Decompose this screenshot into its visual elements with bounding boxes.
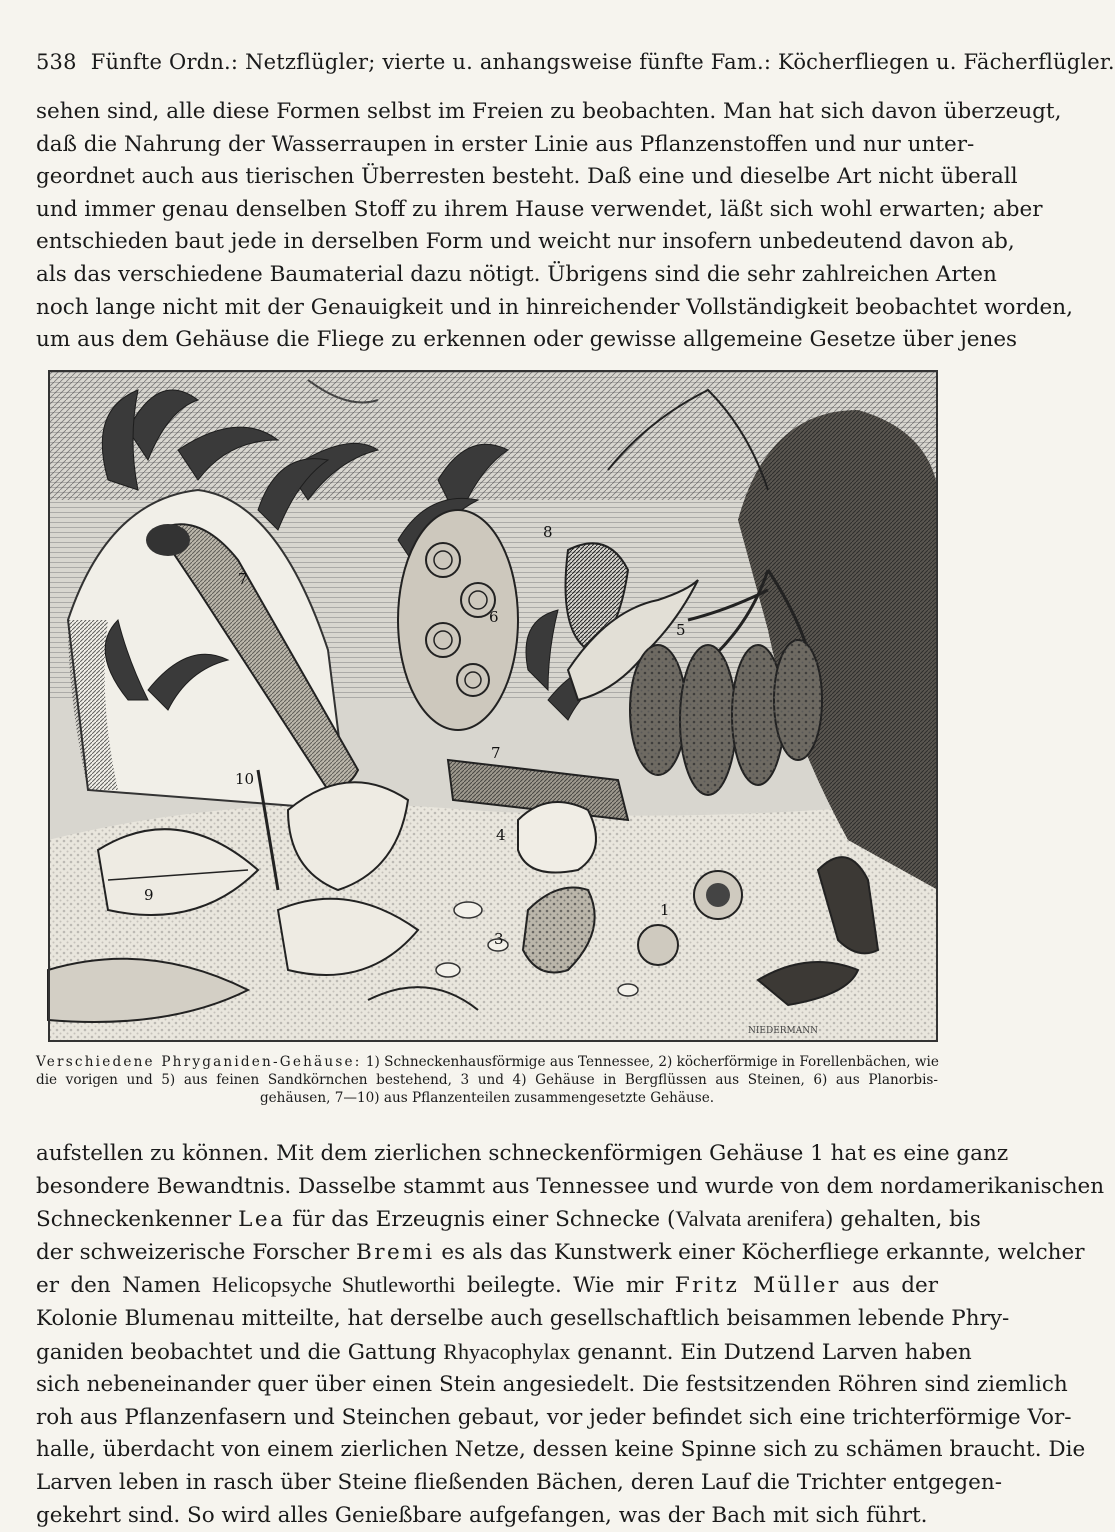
caption-line-1 — [36, 1053, 938, 1071]
text-line: Larven leben in rasch über Steine fließenden Bächen, deren Lauf die Trichter entgegen- — [36, 1469, 1002, 1495]
label-8: 8 — [543, 523, 553, 541]
bottom-paragraph — [36, 1138, 1105, 1532]
label-7a: 7 — [238, 570, 248, 588]
label-3: 3 — [494, 930, 504, 948]
caption-lead: Verschiedene Phryganiden-Gehäuse: — [36, 1054, 362, 1070]
text-line: roh aus Pflanzenfasern und Steinchen gebaut, vor jeder befindet sich eine trichterförmige Vor- — [36, 1404, 1072, 1430]
text-run: ) gehalten, bis — [824, 1207, 981, 1233]
text-line: aufstellen zu können. Mit dem zierlichen schneckenförmigen Gehäuse 1 hat es eine ganz — [36, 1141, 1009, 1166]
text-run: beilegte. Wie mir — [455, 1273, 675, 1299]
case-4-stones — [518, 802, 596, 873]
caption-line-2: die vorigen und 5) aus feinen Sandkörnchen bestehend, 3 und 4) Gehäuse in Bergflüssen aus Steinen, 6) aus Planorbis- — [36, 1072, 938, 1088]
label-4: 4 — [496, 826, 506, 844]
text-line: noch lange nicht mit der Genauigkeit und in hinreichender Vollständigkeit beobachtet worden, — [36, 294, 1073, 320]
caption-line-1-rest: 1) Schneckenhausförmige aus Tennessee, 2) köcherförmige in Forellenbächen, wie — [365, 1054, 939, 1070]
text-line — [36, 1269, 938, 1303]
text-run: für das Erzeugnis einer Schnecke ( — [285, 1207, 676, 1233]
text-line: geordnet auch aus tierischen Überresten besteht. Daß eine und dieselbe Art nicht überall — [36, 164, 1018, 190]
running-header — [36, 50, 1115, 74]
illustration-phryganid-cases — [48, 370, 938, 1042]
text-line: gekehrt sind. So wird alles Genießbare aufgefangen, was der Bach mit sich führt. — [36, 1502, 928, 1528]
text-line: besondere Bewandtnis. Dasselbe stammt aus Tennessee und wurde von dem nordamerikanischen — [36, 1173, 1105, 1199]
text-run: es als das Kunstwerk einer Köcherfliege erkannte, welcher — [434, 1239, 1085, 1265]
label-9: 9 — [144, 886, 154, 904]
text-line: und immer genau denselben Stoff zu ihrem Hause verwendet, läßt sich wohl erwarten; aber — [36, 196, 1043, 222]
text-line: Kolonie Blumenau mitteilte, hat derselbe auch gesellschaftlich beisammen lebende Phry- — [36, 1305, 1010, 1331]
latin-name: Rhyacophylax — [443, 1338, 571, 1364]
person-name: Bremi — [355, 1239, 435, 1265]
text-line: um aus dem Gehäuse die Fliege zu erkennen oder gewisse allgemeine Gesetze über jenes — [36, 327, 1018, 353]
label-7b: 7 — [491, 744, 501, 762]
text-run: Schneckenkenner — [36, 1207, 239, 1233]
figure-caption — [36, 1053, 938, 1107]
text-run: ganiden beobachtet und die Gattung — [36, 1339, 444, 1365]
engraving — [48, 370, 938, 1042]
latin-name: Helicopsyche Shutleworthi — [212, 1272, 456, 1298]
text-run: der schweizerische Forscher — [36, 1239, 356, 1265]
text-line — [36, 1336, 972, 1370]
label-10: 10 — [235, 770, 255, 788]
text-line: halle, überdacht von einem zierlichen Netze, dessen keine Spinne sich zu schämen braucht. Die — [36, 1437, 1086, 1463]
text-run: aus der — [840, 1273, 938, 1299]
top-paragraph — [36, 96, 1073, 357]
caption-line-3: gehäusen, 7—10) aus Pflanzenteilen zusammengesetzte Gehäuse. — [259, 1090, 715, 1106]
label-1: 1 — [660, 901, 670, 919]
person-name: Lea — [238, 1207, 286, 1233]
text-run: genannt. Ein Dutzend Larven haben — [570, 1339, 972, 1365]
engraver-signature: NIEDERMANN — [748, 1026, 819, 1036]
text-line: als das verschiedene Baumaterial dazu nötigt. Übrigens sind die sehr zahlreichen Arten — [36, 261, 997, 287]
page-number: 538 — [36, 50, 77, 74]
text-line: sich nebeneinander quer über einen Stein angesiedelt. Die festsitzenden Röhren sind ziemlich — [36, 1372, 1068, 1398]
label-6: 6 — [489, 608, 499, 626]
text-line: daß die Nahrung der Wasserraupen in erster Linie aus Pflanzenstoffen und nur unter- — [36, 131, 975, 157]
person-name: Fritz Müller — [674, 1273, 841, 1299]
latin-name: Valvata arenifera — [675, 1206, 825, 1232]
text-line — [36, 1203, 981, 1237]
case-6-planorbis — [398, 510, 518, 730]
text-line: entschieden baut jede in derselben Form und weicht nur insofern unbedeutend davon ab, — [36, 229, 1015, 255]
text-run: er den Namen — [36, 1273, 213, 1299]
text-line — [36, 1237, 1085, 1270]
label-5: 5 — [676, 621, 686, 639]
text-line: sehen sind, alle diese Formen selbst im Freien zu beobachten. Man hat sich davon überzeugt, — [36, 99, 1062, 124]
running-title: Fünfte Ordn.: Netzflügler; vierte u. anhangsweise fünfte Fam.: Köcherfliegen u. Fächerflügler. — [90, 50, 1115, 74]
